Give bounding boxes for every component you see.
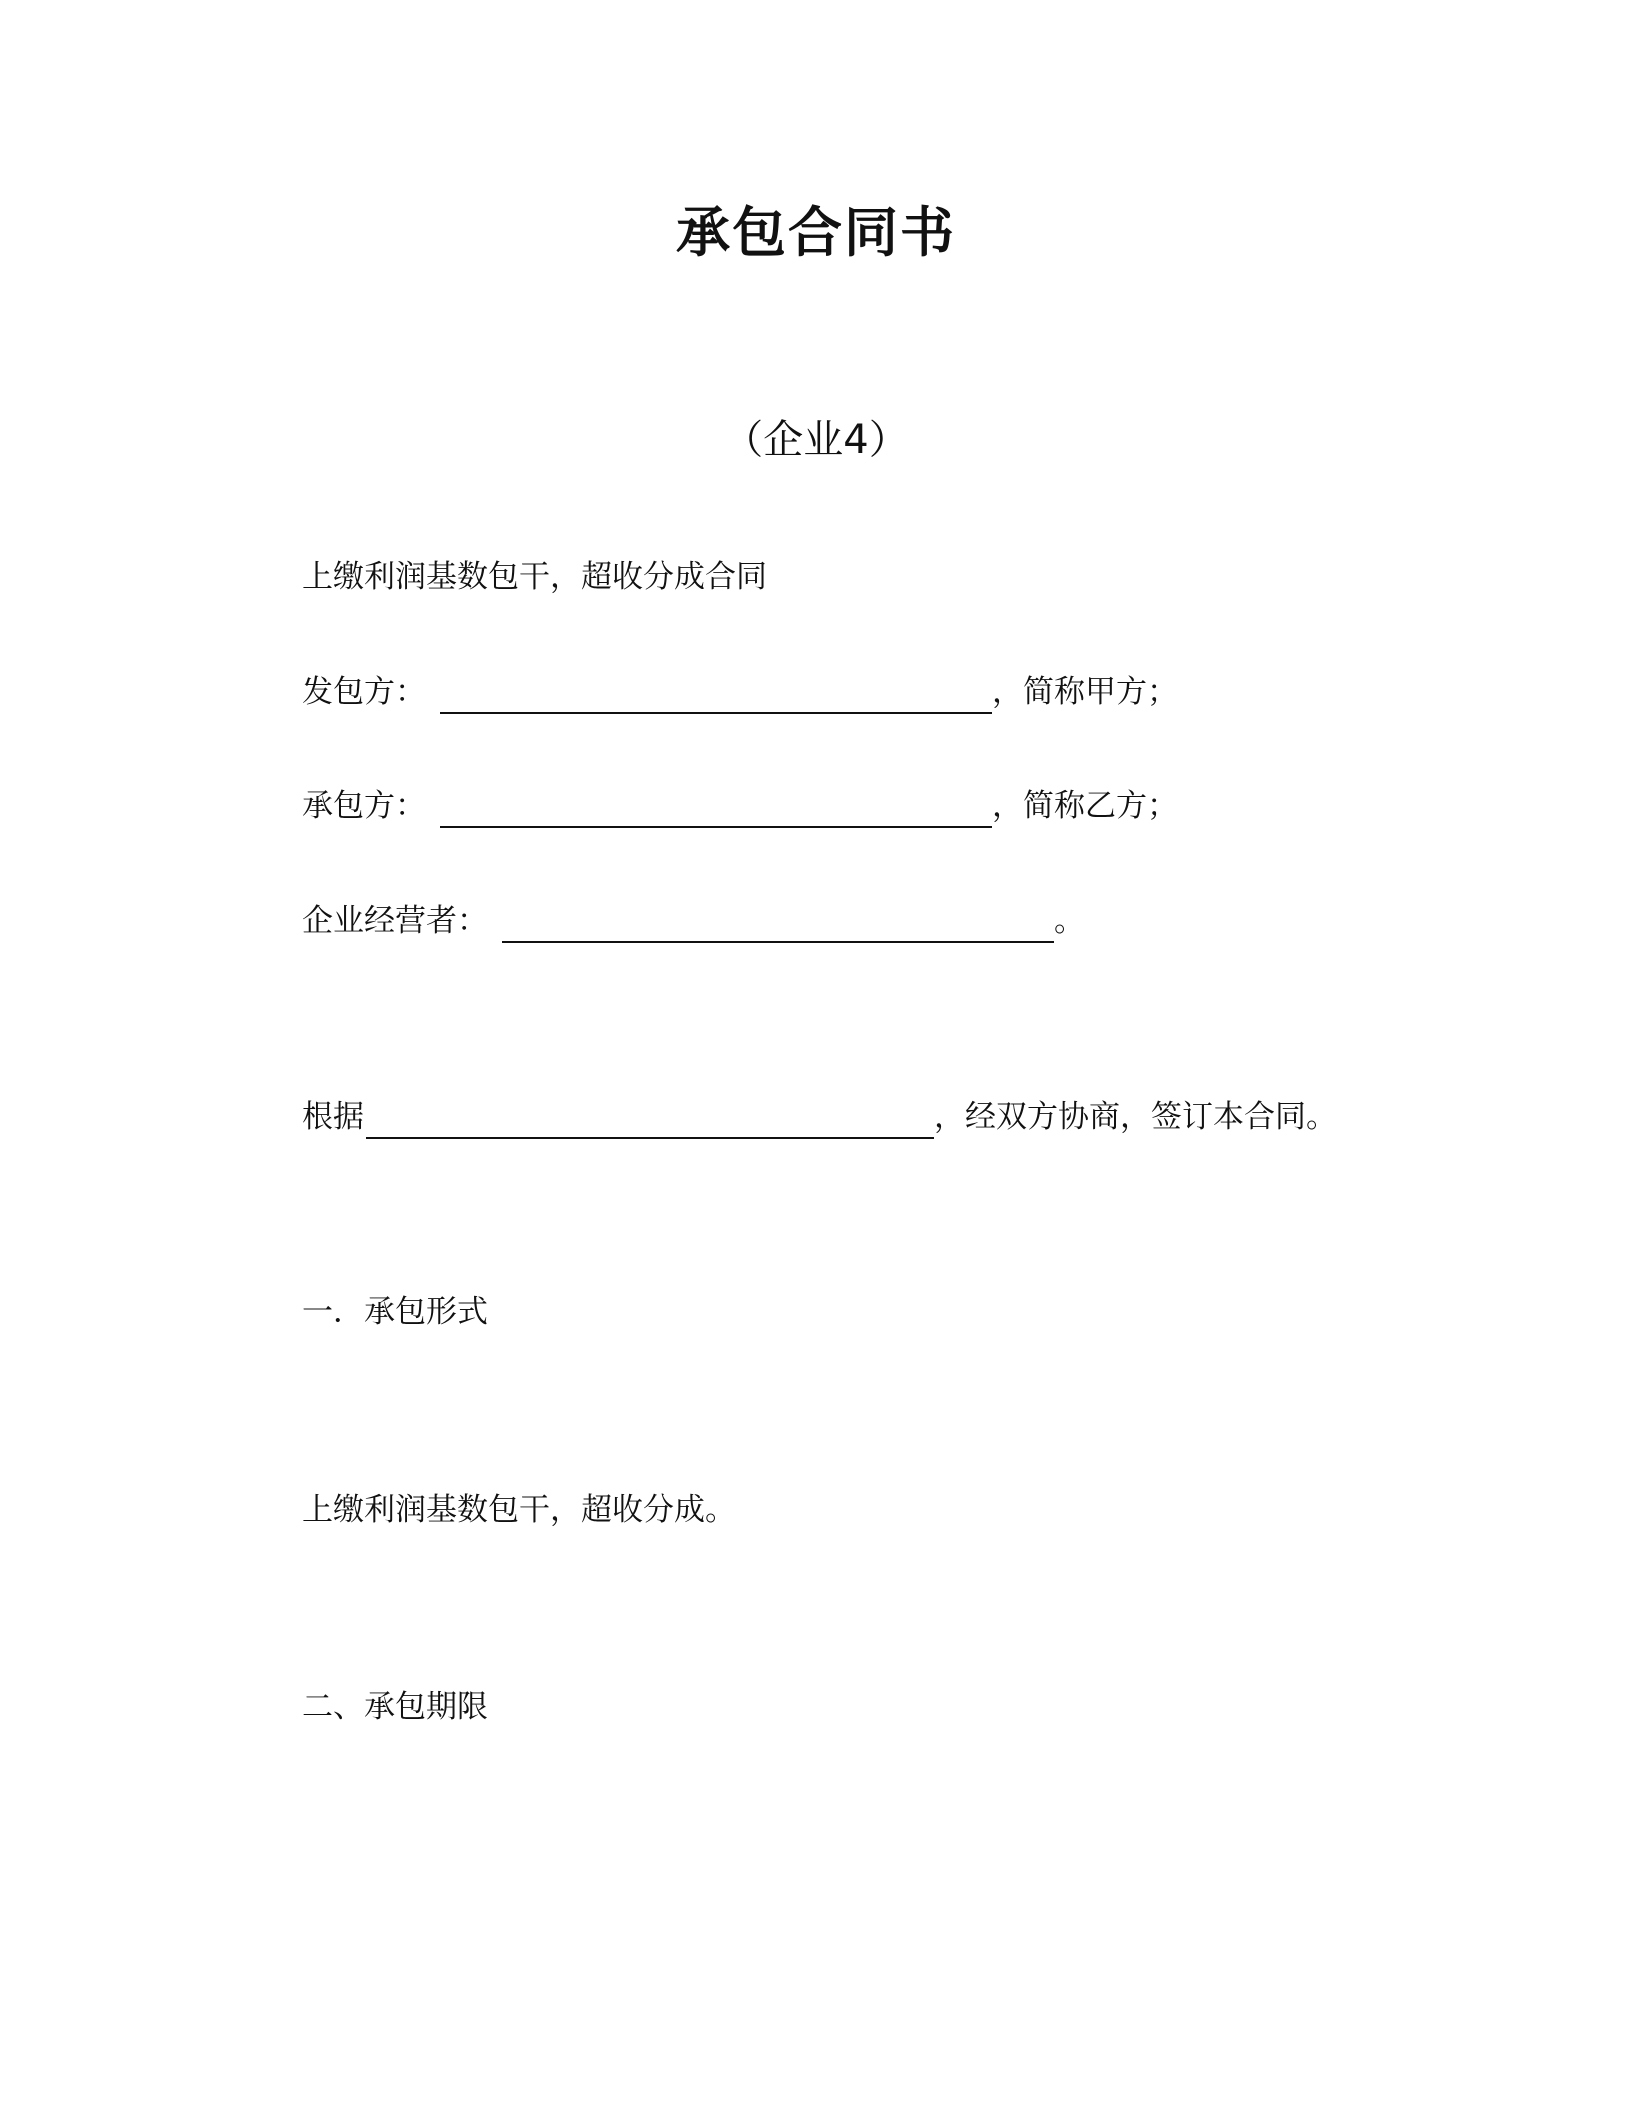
operator-blank-field[interactable]: [502, 903, 1054, 943]
party-b-suffix: ，简称乙方；: [992, 788, 1178, 824]
basis-suffix: ，经双方协商，签订本合同。: [934, 1099, 1337, 1135]
contract-type-line: [302, 555, 767, 599]
section-1-heading: 一．承包形式: [302, 1294, 488, 1330]
document-subtitle: （企业4）: [723, 417, 909, 463]
basis-line: [302, 1095, 1337, 1139]
operator-suffix: 。: [1054, 903, 1085, 939]
party-b-label: 承包方：: [302, 788, 426, 824]
party-a-label: 发包方：: [302, 674, 426, 710]
contract-type-text: 上缴利润基数包干，超收分成合同: [302, 559, 767, 595]
basis-prefix: 根据: [302, 1099, 364, 1135]
operator-line: [302, 899, 1085, 943]
section-2-heading: 二、承包期限: [302, 1689, 488, 1725]
party-a-suffix: ，简称甲方；: [992, 674, 1178, 710]
party-a-line: [302, 670, 1178, 714]
party-b-blank-field[interactable]: [440, 788, 992, 828]
party-b-line: [302, 784, 1178, 828]
operator-label: 企业经营者：: [302, 903, 488, 939]
party-a-blank-field[interactable]: [440, 674, 992, 714]
basis-blank-field[interactable]: [366, 1099, 934, 1139]
section-1-body: 上缴利润基数包干，超收分成。: [302, 1492, 736, 1528]
document-title: 承包合同书: [676, 201, 956, 264]
